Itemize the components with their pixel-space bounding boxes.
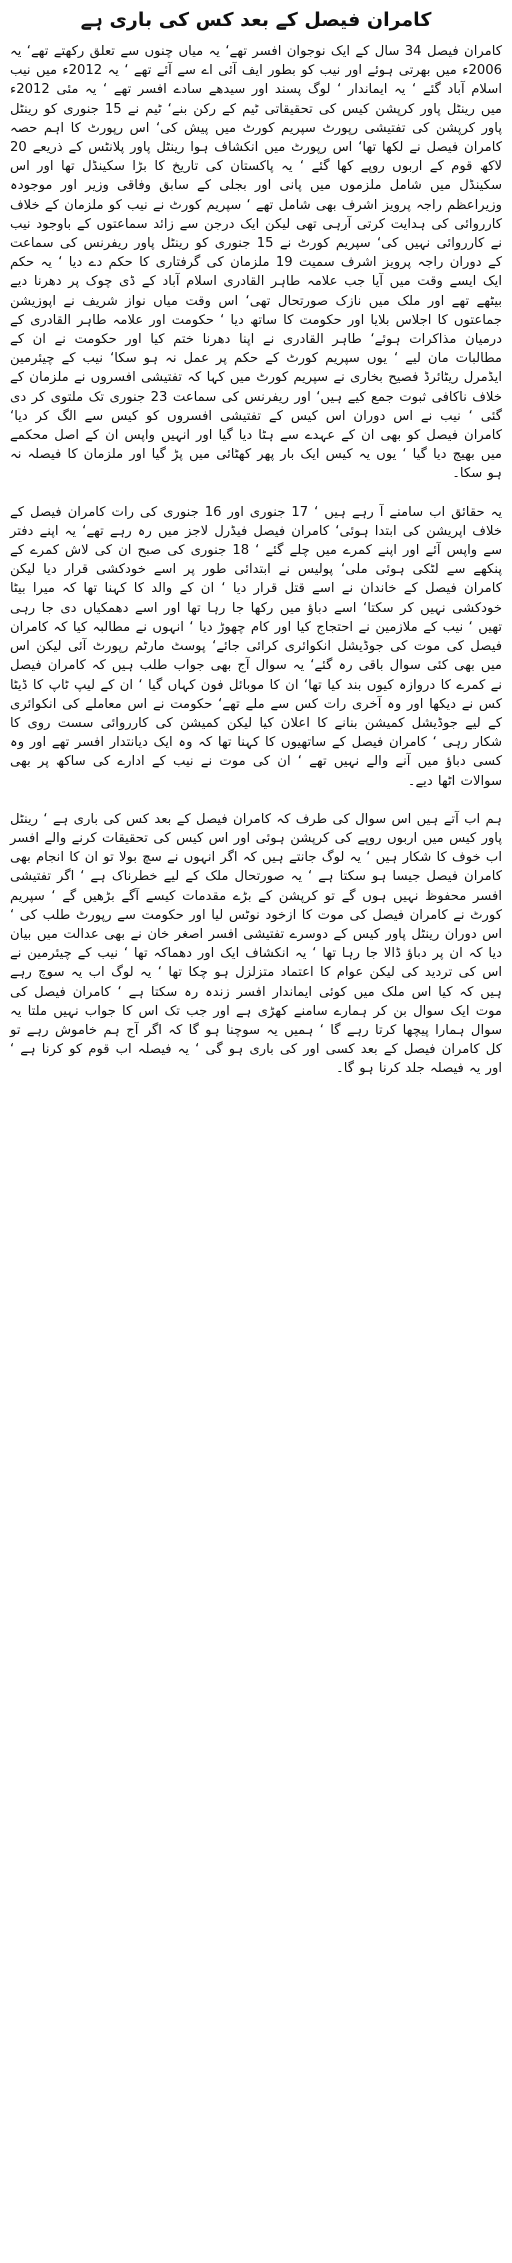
article-paragraph-1: کامران فیصل 34 سال کے ایک نوجوان افسر تھے‘ یہ میاں چنوں سے تعلق رکھتے تھے‘ یہ 2006ء میں بھرتی ہوئے اور نیب کو بطور ایف آئی اے سے آئے تھے ‘ یہ 2012ء میں نیب اسلام آباد گئے ‘ یہ ایماندار ‘ لوگ پسند اور سیدھے سادے افسر تھے ‘ یہ مئی 2012ء میں رینٹل پاور کرپشن کیس کی تحقیقاتی ٹیم کے رکن بنے‘ ٹیم نے 15 جنوری کو رینٹل پاور کرپشن کی تفتیشی رپورٹ سپریم کورٹ میں پیش کی‘ اس رپورٹ کا اہم حصہ کامران فیصل نے لکھا تھا‘ اس رپورٹ میں انکشاف ہوا رینٹل پاور پلانٹس کے ذریعے 20 لاکھ قوم کے اربوں روپے کھا گئے ‘ یہ پاکستان کی تاریخ کا بڑا سکینڈل تھا اور اس سکینڈل میں شامل ملزموں میں پانی اور بجلی کے سابق وفاقی وزیر اور موجودہ وزیراعظم راجہ پرویز اشرف بھی شامل تھے ‘ سپریم کورٹ نے نیب کو ملزمان کے خلاف کارروائی کی ہدایت کرتی آرہی تھی لیکن ایک درجن سے زائد سماعتوں کے باوجود نیب نے کارروائی نہیں کی‘ سپریم کورٹ نے 15 جنوری کو رینٹل پاور ریفرنس کی سماعت کے دوران راجہ پرویز اشرف سمیت 19 ملزمان کی گرفتاری کا حکم دے دیا ‘ یہ حکم ایک ایسے وقت میں آیا جب علامہ طاہر القادری اسلام آباد کے ڈی چوک پر دھرنا دیے بیٹھے تھے اور ملک میں نازک صورتحال تھی‘ اس وقت میاں نواز شریف نے اپوزیشن جماعتوں کا اجلاس بلایا اور حکومت کا ساتھ دیا ‘ حکومت اور علامہ طاہر القادری کے درمیان مذاکرات ہوئے‘ طاہر القادری نے اپنا دھرنا ختم کیا اور حکومت نے ان کے مطالبات مان لیے ‘ یوں سپریم کورٹ کے حکم پر عمل نہ ہو سکا‘ نیب کے چیئرمین ایڈمرل ریٹائرڈ فصیح بخاری نے سپریم کورٹ میں کہا کہ تفتیشی افسروں نے ملزمان کے خلاف ناکافی ثبوت جمع کیے ہیں‘ اور ریفرنس کی سماعت 23 جنوری تک ملتوی کر دی گئی ‘ نیب نے اس دوران اس کیس کے تفتیشی افسروں کو کیس سے الگ کر دیا‘ کامران فیصل کو بھی ان کے عہدے سے ہٹا دیا گیا اور انہیں واپس ان کے اصل محکمے میں بھیج دیا گیا ‘ یوں یہ کیس ایک بار پھر کھٹائی میں پڑ گیا اور ملزمان کا فیصلہ نہ ہو سکا۔ <box>10 44 503 482</box>
article-paragraph-3: ہم اب آتے ہیں اس سوال کی طرف کہ کامران فیصل کے بعد کس کی باری ہے ‘ رینٹل پاور کیس میں اربوں روپے کی کرپشن ہوئی اور اس کیس کی تحقیقات کرنے والے افسر اب خوف کا شکار ہیں ‘ یہ لوگ جانتے ہیں کہ اگر انہوں نے سچ بولا تو ان کا انجام بھی کامران فیصل جیسا ہو سکتا ہے ‘ یہ صورتحال ملک کے لیے خطرناک ہے ‘ اگر تفتیشی افسر محفوظ نہیں ہوں گے تو کرپشن کے بڑے مقدمات کیسے آگے بڑھیں گے ‘ سپریم کورٹ نے کامران فیصل کی موت کا ازخود نوٹس لیا اور حکومت سے رپورٹ طلب کی ‘ اس دوران رینٹل پاور کیس کے دوسرے تفتیشی افسر اصغر خان نے بھی عدالت میں بیان دیا کہ ان پر دباؤ ڈالا جا رہا تھا ‘ یہ انکشاف ایک اور دھماکہ تھا ‘ نیب کے چیئرمین نے اس کی تردید کی لیکن عوام کا اعتماد متزلزل ہو چکا تھا ‘ یہ لوگ اب یہ سوچ رہے ہیں کہ کیا اس ملک میں کوئی ایماندار افسر زندہ رہ سکتا ہے ‘ کامران فیصل کی موت ایک سوال بن کر ہمارے سامنے کھڑی ہے اور جب تک اس کا جواب نہیں ملتا یہ سوال ہمارا پیچھا کرتا رہے گا ‘ ہمیں یہ سوچنا ہو گا کہ اگر آج ہم خاموش رہے تو کل کامران فیصل کے بعد کسی اور کی باری ہو گی ‘ یہ فیصلہ اب قوم کو کرنا ہے ‘ اور یہ فیصلہ جلد کرنا ہو گا۔ <box>10 811 502 1077</box>
article-headline: کامران فیصل کے بعد کس کی باری ہے <box>80 9 432 31</box>
article-paragraph-2: یہ حقائق اب سامنے آ رہے ہیں ‘ 17 جنوری اور 16 جنوری کی رات کامران فیصل کے خلاف اپریشن کی ابتدا ہوئی‘ کامران فیصل فیڈرل لاجز میں رہ رہے تھے‘ یہ اپنے دفتر سے واپس آئے اور اپنے کمرے میں چلے گئے ‘ 18 جنوری کی صبح ان کی لاش کمرے کے پنکھے سے لٹکی ہوئی ملی‘ پولیس نے ابتدائی طور پر اسے خودکشی قرار دیا لیکن کامران فیصل کے خاندان نے اسے قتل قرار دیا ‘ ان کے والد کا کہنا تھا کہ میرا بیٹا خودکشی نہیں کر سکتا‘ اسے دباؤ میں رکھا جا رہا تھا اور اسے دھمکیاں دی جا رہی تھیں ‘ نیب کے ملازمین نے احتجاج کیا اور کام چھوڑ دیا ‘ انہوں نے مطالبہ کیا کہ کامران فیصل کی موت کی جوڈیشل انکوائری کرائی جائے‘ پوسٹ مارٹم رپورٹ آئی لیکن اس میں بھی کئی سوال باقی رہ گئے‘ یہ سوال آج بھی جواب طلب ہیں کہ کامران فیصل نے کمرے کا دروازہ کیوں بند کیا تھا‘ ان کا موبائل فون کہاں گیا ‘ ان کے لیپ ٹاپ کا ڈیٹا کس نے دیکھا اور وہ آخری رات کس سے ملے تھے‘ حکومت نے اس معاملے کی انکوائری کے لیے جوڈیشل کمیشن بنانے کا اعلان کیا لیکن کمیشن کی کارروائی سست روی کا شکار رہی ‘ کامران فیصل کے ساتھیوں کا کہنا تھا کہ وہ ایک دیانتدار افسر تھے اور وہ کسی دباؤ میں آنے والے نہیں تھے ‘ ان کی موت نے نیب کے ادارے کی ساکھ پر بھی سوالات اٹھا دیے۔ <box>10 504 503 789</box>
article-body <box>10 42 502 1079</box>
